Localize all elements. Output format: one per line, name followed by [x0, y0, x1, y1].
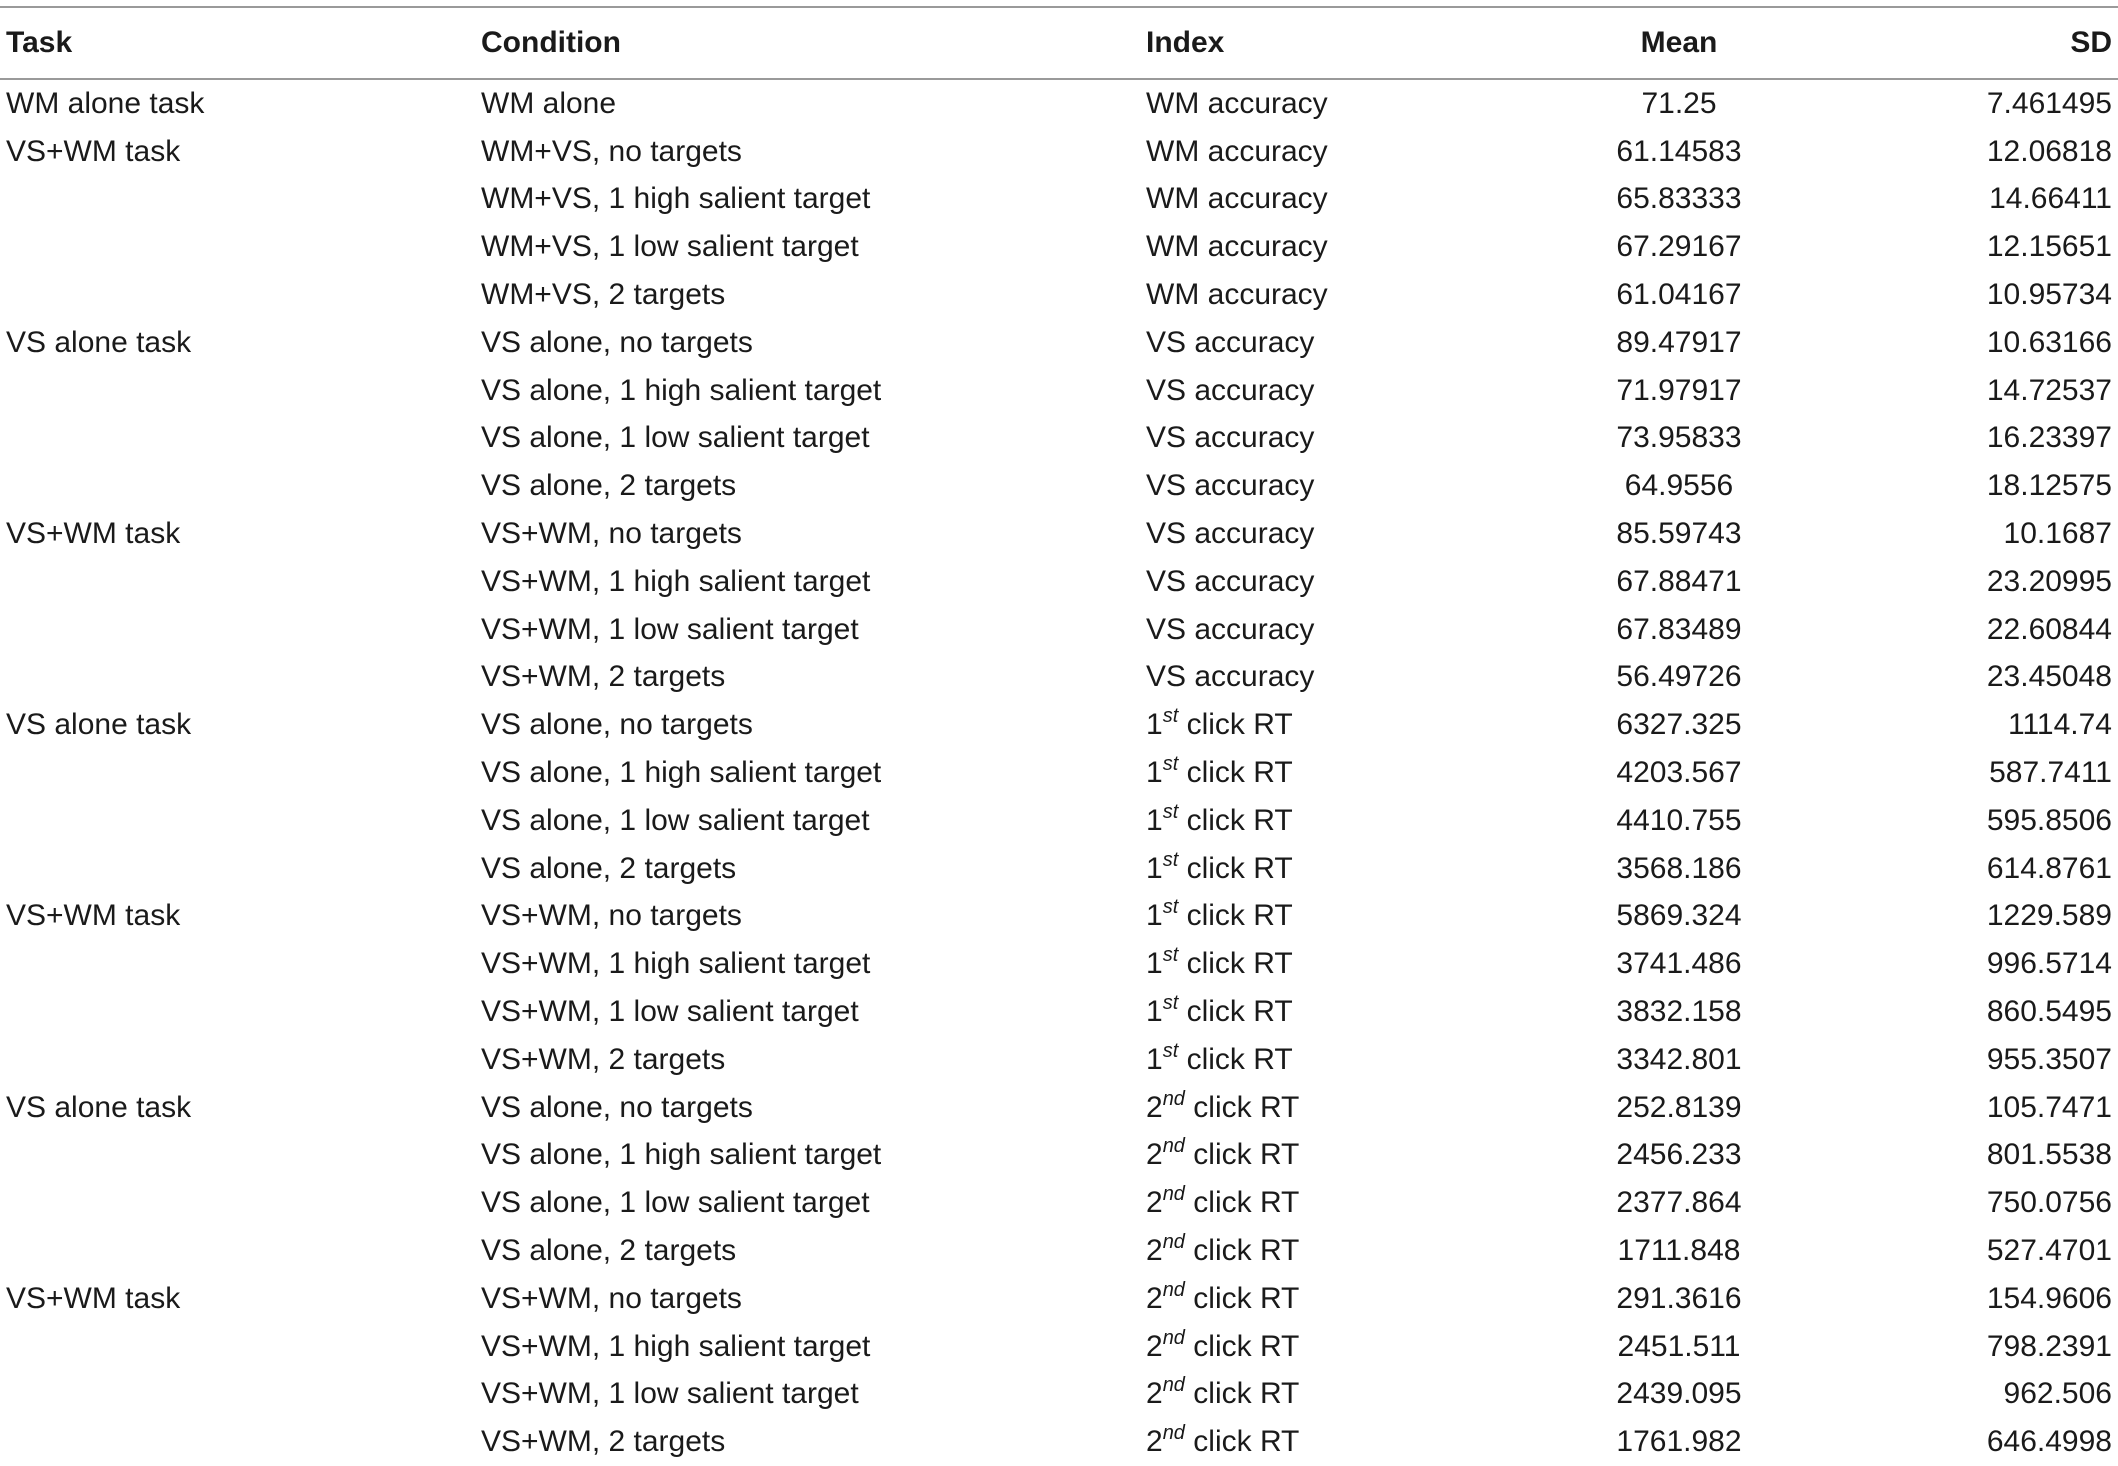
table-row — [0, 940, 2118, 988]
index-text: 2 — [1146, 1090, 1163, 1124]
cell-condition: VS alone, 1 high salient target — [481, 1138, 882, 1172]
index-text: 1 — [1146, 899, 1163, 933]
index-text: WM accuracy — [1146, 230, 1328, 264]
cell-mean: 2451.511 — [1617, 1329, 1741, 1363]
cell-task — [0, 1132, 475, 1180]
cell-index — [1140, 845, 1500, 893]
cell-mean: 252.8139 — [1616, 1090, 1742, 1124]
table-row — [0, 1323, 2118, 1371]
cell-mean: 3832.158 — [1616, 995, 1742, 1029]
cell-sd: 1114.74 — [2008, 708, 2112, 742]
cell-task — [0, 606, 475, 654]
index-ordinal-suffix: st — [1162, 944, 1179, 967]
cell-condition: VS alone, 1 low salient target — [481, 421, 870, 455]
index-text: WM accuracy — [1146, 278, 1328, 312]
cell-condition: WM+VS, 1 high salient target — [481, 182, 871, 216]
table-row — [0, 223, 2118, 271]
index-text: 1 — [1146, 708, 1163, 742]
index-text: VS accuracy — [1146, 373, 1315, 407]
index-text: 2 — [1146, 1377, 1163, 1411]
cell-sd: 527.4701 — [1986, 1234, 2112, 1268]
cell-task — [0, 1036, 475, 1084]
cell-task — [0, 462, 475, 510]
cell-index — [1140, 510, 1500, 558]
cell-task — [0, 1323, 475, 1371]
cell-condition: VS+WM, 1 high salient target — [481, 1329, 871, 1363]
index-text-suffix: click RT — [1184, 1186, 1300, 1220]
cell-mean: 85.59743 — [1616, 517, 1742, 551]
cell-index — [1140, 1371, 1500, 1419]
index-text: 2 — [1146, 1329, 1163, 1363]
cell-task — [0, 940, 475, 988]
cell-sd: 955.3507 — [1986, 1042, 2112, 1076]
index-text: 1 — [1146, 756, 1163, 790]
cell-sd: 798.2391 — [1986, 1329, 2112, 1363]
cell-index — [1140, 1275, 1500, 1323]
index-ordinal-suffix: nd — [1162, 1231, 1185, 1254]
cell-sd: 860.5495 — [1986, 995, 2112, 1029]
cell-task: VS+WM task — [6, 899, 181, 933]
cell-sd: 23.20995 — [1986, 564, 2112, 598]
table-row — [0, 415, 2118, 463]
cell-task: VS alone task — [6, 708, 192, 742]
cell-condition: VS+WM, 1 high salient target — [481, 947, 871, 981]
cell-index — [1140, 749, 1500, 797]
cell-task: WM alone task — [6, 86, 205, 120]
table-row — [0, 1227, 2118, 1275]
index-ordinal-suffix: st — [1162, 800, 1179, 823]
cell-task — [0, 797, 475, 845]
column-header-condition: Condition — [475, 7, 1140, 79]
index-text-suffix: click RT — [1178, 851, 1293, 885]
index-text-suffix: click RT — [1184, 1329, 1300, 1363]
cell-mean: 1761.982 — [1616, 1425, 1742, 1459]
cell-index — [1140, 1036, 1500, 1084]
cell-index — [1140, 1179, 1500, 1227]
index-text: VS accuracy — [1146, 325, 1315, 359]
cell-sd: 614.8761 — [1986, 851, 2112, 885]
cell-mean: 71.97917 — [1616, 373, 1742, 407]
table-header — [0, 7, 2118, 79]
cell-sd: 750.0756 — [1986, 1186, 2112, 1220]
table-row — [0, 271, 2118, 319]
index-text-suffix: click RT — [1178, 947, 1293, 981]
cell-mean: 3568.186 — [1616, 851, 1742, 885]
cell-condition: VS alone, 1 high salient target — [481, 756, 882, 790]
results-table — [0, 6, 2118, 1466]
cell-mean: 4410.755 — [1616, 803, 1742, 837]
cell-index — [1140, 1418, 1500, 1466]
cell-index — [1140, 558, 1500, 606]
index-text-suffix: click RT — [1178, 899, 1293, 933]
table-row — [0, 1036, 2118, 1084]
cell-condition: VS alone, 1 low salient target — [481, 1186, 870, 1220]
index-text: 2 — [1146, 1234, 1163, 1268]
cell-task — [0, 1179, 475, 1227]
table-row — [0, 749, 2118, 797]
cell-index — [1140, 79, 1500, 128]
cell-condition: VS+WM, 1 low salient target — [481, 612, 859, 646]
index-text: VS accuracy — [1146, 469, 1315, 503]
cell-task: VS+WM task — [6, 517, 181, 551]
cell-mean: 3741.486 — [1616, 947, 1742, 981]
table-row — [0, 654, 2118, 702]
index-text: VS accuracy — [1146, 612, 1315, 646]
cell-sd: 10.1687 — [2003, 517, 2112, 551]
cell-sd: 10.95734 — [1986, 278, 2112, 312]
cell-index — [1140, 271, 1500, 319]
index-text: 1 — [1146, 1042, 1163, 1076]
index-text-suffix: click RT — [1184, 1425, 1300, 1459]
cell-index — [1140, 415, 1500, 463]
cell-condition: VS+WM, no targets — [481, 1281, 742, 1315]
index-text: 2 — [1146, 1138, 1163, 1172]
cell-condition: VS+WM, 1 high salient target — [481, 564, 871, 598]
cell-mean: 2377.864 — [1616, 1186, 1742, 1220]
cell-sd: 12.06818 — [1986, 134, 2112, 168]
table-row — [0, 462, 2118, 510]
cell-index — [1140, 988, 1500, 1036]
cell-task — [0, 1418, 475, 1466]
index-ordinal-suffix: nd — [1162, 1422, 1185, 1445]
index-text-suffix: click RT — [1178, 995, 1293, 1029]
cell-condition: VS alone, 2 targets — [481, 469, 737, 503]
cell-index — [1140, 940, 1500, 988]
cell-sd: 18.12575 — [1986, 469, 2112, 503]
cell-task: VS+WM task — [6, 134, 181, 168]
cell-task — [0, 367, 475, 415]
table-row — [0, 701, 2118, 749]
cell-condition: VS+WM, 1 low salient target — [481, 1377, 859, 1411]
cell-task — [0, 654, 475, 702]
table-row — [0, 510, 2118, 558]
table-row — [0, 797, 2118, 845]
column-header-sd: SD — [1818, 7, 2118, 79]
cell-condition: VS+WM, 2 targets — [481, 1042, 726, 1076]
cell-condition: VS+WM, no targets — [481, 899, 742, 933]
table-row — [0, 319, 2118, 367]
cell-index — [1140, 606, 1500, 654]
cell-condition: VS alone, no targets — [481, 708, 753, 742]
table-row — [0, 1084, 2118, 1132]
cell-mean: 73.95833 — [1616, 421, 1742, 455]
cell-mean: 4203.567 — [1616, 756, 1742, 790]
cell-task — [0, 223, 475, 271]
cell-task: VS+WM task — [6, 1281, 181, 1315]
index-ordinal-suffix: nd — [1162, 1278, 1185, 1301]
table-row — [0, 1418, 2118, 1466]
index-text: WM accuracy — [1146, 182, 1328, 216]
index-ordinal-suffix: nd — [1162, 1135, 1185, 1158]
index-text: VS accuracy — [1146, 660, 1315, 694]
cell-condition: VS alone, 1 low salient target — [481, 803, 870, 837]
cell-mean: 291.3616 — [1616, 1281, 1742, 1315]
table-row — [0, 128, 2118, 176]
cell-index — [1140, 367, 1500, 415]
cell-index — [1140, 176, 1500, 224]
cell-index — [1140, 223, 1500, 271]
cell-index — [1140, 797, 1500, 845]
cell-task — [0, 988, 475, 1036]
index-text: 2 — [1146, 1186, 1163, 1220]
index-text-suffix: click RT — [1178, 708, 1293, 742]
index-ordinal-suffix: nd — [1162, 1087, 1185, 1110]
index-ordinal-suffix: st — [1162, 1039, 1179, 1062]
cell-sd: 154.9606 — [1986, 1281, 2112, 1315]
table-row — [0, 79, 2118, 128]
cell-task — [0, 415, 475, 463]
table-row — [0, 367, 2118, 415]
cell-condition: VS+WM, 2 targets — [481, 1425, 726, 1459]
cell-mean: 71.25 — [1641, 86, 1717, 120]
cell-condition: VS alone, 1 high salient target — [481, 373, 882, 407]
cell-sd: 1229.589 — [1986, 899, 2112, 933]
table-row — [0, 1275, 2118, 1323]
index-ordinal-suffix: st — [1162, 992, 1179, 1015]
index-text: WM accuracy — [1146, 86, 1328, 120]
cell-task — [0, 845, 475, 893]
index-text-suffix: click RT — [1184, 1377, 1300, 1411]
cell-index — [1140, 893, 1500, 941]
cell-sd: 10.63166 — [1986, 325, 2112, 359]
index-text: 2 — [1146, 1425, 1163, 1459]
cell-mean: 5869.324 — [1616, 899, 1742, 933]
cell-index — [1140, 1323, 1500, 1371]
index-ordinal-suffix: st — [1162, 896, 1179, 919]
table-row — [0, 845, 2118, 893]
table-body — [0, 79, 2118, 1466]
table-row — [0, 176, 2118, 224]
cell-task — [0, 558, 475, 606]
index-text: VS accuracy — [1146, 564, 1315, 598]
table-row — [0, 1132, 2118, 1180]
cell-index — [1140, 128, 1500, 176]
column-header-mean: Mean — [1500, 7, 1818, 79]
cell-task — [0, 271, 475, 319]
index-text-suffix: click RT — [1184, 1234, 1300, 1268]
cell-sd: 23.45048 — [1986, 660, 2112, 694]
index-ordinal-suffix: nd — [1162, 1374, 1185, 1397]
cell-task: VS alone task — [6, 1090, 192, 1124]
cell-index — [1140, 462, 1500, 510]
index-text-suffix: click RT — [1184, 1090, 1300, 1124]
cell-mean: 67.29167 — [1616, 230, 1742, 264]
index-text: 1 — [1146, 947, 1163, 981]
header-row — [0, 7, 2118, 79]
cell-sd: 801.5538 — [1986, 1138, 2112, 1172]
cell-mean: 67.88471 — [1616, 564, 1742, 598]
cell-mean: 65.83333 — [1616, 182, 1742, 216]
cell-index — [1140, 1084, 1500, 1132]
cell-sd: 22.60844 — [1986, 612, 2112, 646]
index-text: 1 — [1146, 851, 1163, 885]
index-text: WM accuracy — [1146, 134, 1328, 168]
cell-condition: WM+VS, no targets — [481, 134, 742, 168]
cell-sd: 105.7471 — [1986, 1090, 2112, 1124]
cell-sd: 996.5714 — [1986, 947, 2112, 981]
cell-mean: 67.83489 — [1616, 612, 1742, 646]
index-text-suffix: click RT — [1184, 1281, 1300, 1315]
cell-task — [0, 1227, 475, 1275]
index-ordinal-suffix: st — [1162, 848, 1179, 871]
cell-mean: 1711.848 — [1617, 1234, 1741, 1268]
table-row — [0, 1179, 2118, 1227]
index-text: VS accuracy — [1146, 517, 1315, 551]
cell-sd: 16.23397 — [1986, 421, 2112, 455]
cell-task: VS alone task — [6, 325, 192, 359]
index-text-suffix: click RT — [1178, 803, 1293, 837]
index-text: 1 — [1146, 803, 1163, 837]
cell-condition: VS alone, no targets — [481, 325, 753, 359]
cell-mean: 2439.095 — [1616, 1377, 1742, 1411]
cell-sd: 595.8506 — [1986, 803, 2112, 837]
table-row — [0, 988, 2118, 1036]
cell-sd: 962.506 — [2003, 1377, 2112, 1411]
cell-mean: 56.49726 — [1616, 660, 1742, 694]
index-text: 1 — [1146, 995, 1163, 1029]
cell-task — [0, 1371, 475, 1419]
table-row — [0, 1371, 2118, 1419]
cell-sd: 14.66411 — [1989, 182, 2112, 216]
index-ordinal-suffix: st — [1162, 705, 1179, 728]
index-ordinal-suffix: nd — [1162, 1183, 1185, 1206]
cell-sd: 14.72537 — [1986, 373, 2112, 407]
cell-mean: 2456.233 — [1616, 1138, 1742, 1172]
cell-index — [1140, 1132, 1500, 1180]
column-header-index: Index — [1140, 7, 1500, 79]
cell-condition: WM alone — [481, 86, 617, 120]
cell-mean: 61.14583 — [1616, 134, 1742, 168]
cell-mean: 61.04167 — [1616, 278, 1742, 312]
cell-sd: 587.7411 — [1989, 756, 2112, 790]
cell-condition: WM+VS, 1 low salient target — [481, 230, 859, 264]
cell-condition: WM+VS, 2 targets — [481, 278, 726, 312]
index-text-suffix: click RT — [1178, 1042, 1293, 1076]
table-row — [0, 606, 2118, 654]
index-ordinal-suffix: nd — [1162, 1326, 1185, 1349]
index-text: 2 — [1146, 1281, 1163, 1315]
index-text-suffix: click RT — [1178, 756, 1293, 790]
cell-sd: 7.461495 — [1986, 86, 2112, 120]
cell-condition: VS+WM, 1 low salient target — [481, 995, 859, 1029]
index-ordinal-suffix: st — [1162, 753, 1179, 776]
cell-index — [1140, 319, 1500, 367]
index-text: VS accuracy — [1146, 421, 1315, 455]
cell-mean: 89.47917 — [1616, 325, 1742, 359]
cell-task — [0, 749, 475, 797]
cell-condition: VS alone, 2 targets — [481, 851, 737, 885]
cell-sd: 646.4998 — [1986, 1425, 2112, 1459]
column-header-task: Task — [0, 7, 475, 79]
index-text-suffix: click RT — [1184, 1138, 1300, 1172]
cell-index — [1140, 701, 1500, 749]
cell-condition: VS alone, 2 targets — [481, 1234, 737, 1268]
cell-index — [1140, 1227, 1500, 1275]
cell-mean: 6327.325 — [1616, 708, 1742, 742]
cell-index — [1140, 654, 1500, 702]
cell-condition: VS+WM, 2 targets — [481, 660, 726, 694]
cell-sd: 12.15651 — [1986, 230, 2112, 264]
table-row — [0, 893, 2118, 941]
cell-mean: 3342.801 — [1616, 1042, 1742, 1076]
cell-task — [0, 176, 475, 224]
cell-condition: VS+WM, no targets — [481, 517, 742, 551]
cell-condition: VS alone, no targets — [481, 1090, 753, 1124]
table-row — [0, 558, 2118, 606]
cell-mean: 64.9556 — [1624, 469, 1734, 503]
